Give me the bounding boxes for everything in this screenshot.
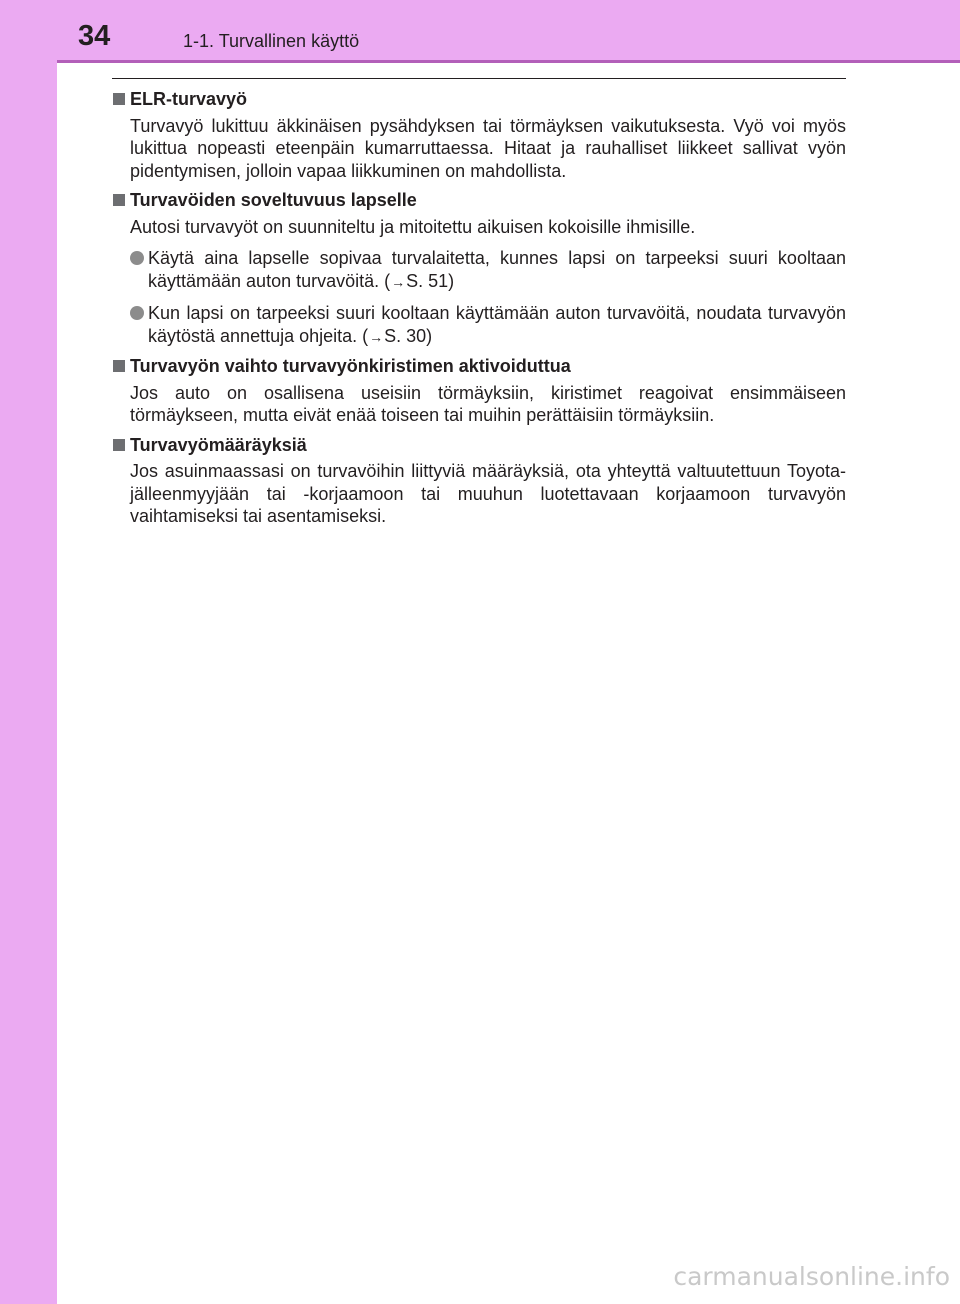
section-body: Turvavyö lukittuu äkkinäisen pysähdyksen tai törmäyksen vaikutuksesta. Vyö voi myös lukittua nopeasti eteenpäin kumarruttaessa. Hitaat ja rauhalliset liikkeet sallivat vyön pidentymisen, jolloin vapaa liikkuminen on mahdollista. — [130, 115, 846, 181]
round-bullet-icon — [130, 251, 144, 265]
page-reference-link[interactable]: S. 51) — [406, 270, 455, 291]
header-divider — [57, 60, 960, 63]
arrow-right-icon: → — [369, 328, 384, 345]
section-elr-belt — [112, 88, 846, 182]
section-heading-text: ELR-turvavyö — [130, 89, 248, 109]
section-heading-text: Turvavöiden soveltuvuus lapselle — [130, 190, 417, 210]
section-body: Jos auto on osallisena useisiin törmäyksiin, kiristimet reagoivat ensimmäiseen törmäykseen, mutta eivät enää toiseen tai muihin perättäisiin törmäyksiin. — [130, 382, 846, 425]
watermark: carmanualsonline.info — [673, 1262, 950, 1291]
page-content — [112, 88, 846, 535]
section-body: Autosi turvavyöt on suunniteltu ja mitoitettu aikuisen kokoisille ihmisille. — [130, 216, 696, 237]
side-tab-band — [0, 0, 57, 1304]
square-bullet-icon — [113, 194, 125, 206]
section-belt-regulations — [112, 434, 846, 528]
section-body: Jos asuinmaassasi on turvavöihin liittyviä määräyksiä, ota yhteyttä valtuutettuun Toyota-jälleenmyyjään tai -korjaamoon tai muuhun luotettavaan korjaamoon turvavyön vaihtamiseksi tai asentamiseksi. — [130, 461, 846, 526]
list-item-text: Käytä aina lapselle sopivaa turvalaitetta, kunnes lapsi on tarpeeksi suuri kooltaan käyttämään auton turvavöitä. ( — [148, 248, 846, 291]
section-heading-text: Turvavyömääräyksiä — [130, 434, 307, 455]
section-heading — [112, 355, 846, 378]
arrow-right-icon: → — [391, 273, 406, 290]
page-number: 34 — [78, 20, 111, 52]
page-reference-link[interactable]: S. 30) — [384, 325, 433, 346]
header-band — [0, 0, 960, 60]
list-item — [130, 302, 846, 348]
section-pretensioner-replacement — [112, 355, 846, 427]
section-heading — [112, 88, 846, 111]
square-bullet-icon — [113, 360, 125, 372]
section-child-suitability — [112, 189, 846, 348]
section-title: 1-1. Turvallinen käyttö — [183, 31, 360, 51]
square-bullet-icon — [113, 439, 125, 451]
square-bullet-icon — [113, 93, 125, 105]
section-heading — [112, 189, 846, 212]
content-divider — [112, 78, 846, 79]
round-bullet-icon — [130, 306, 144, 320]
list-item-text: Kun lapsi on tarpeeksi suuri kooltaan käyttämään auton turvavöitä, noudata turvavyön käytöstä annettuja ohjeita. ( — [148, 303, 846, 346]
section-heading-text: Turvavyön vaihto turvavyönkiristimen aktivoiduttua — [130, 356, 571, 376]
section-heading — [112, 434, 846, 457]
list-item — [130, 247, 846, 293]
